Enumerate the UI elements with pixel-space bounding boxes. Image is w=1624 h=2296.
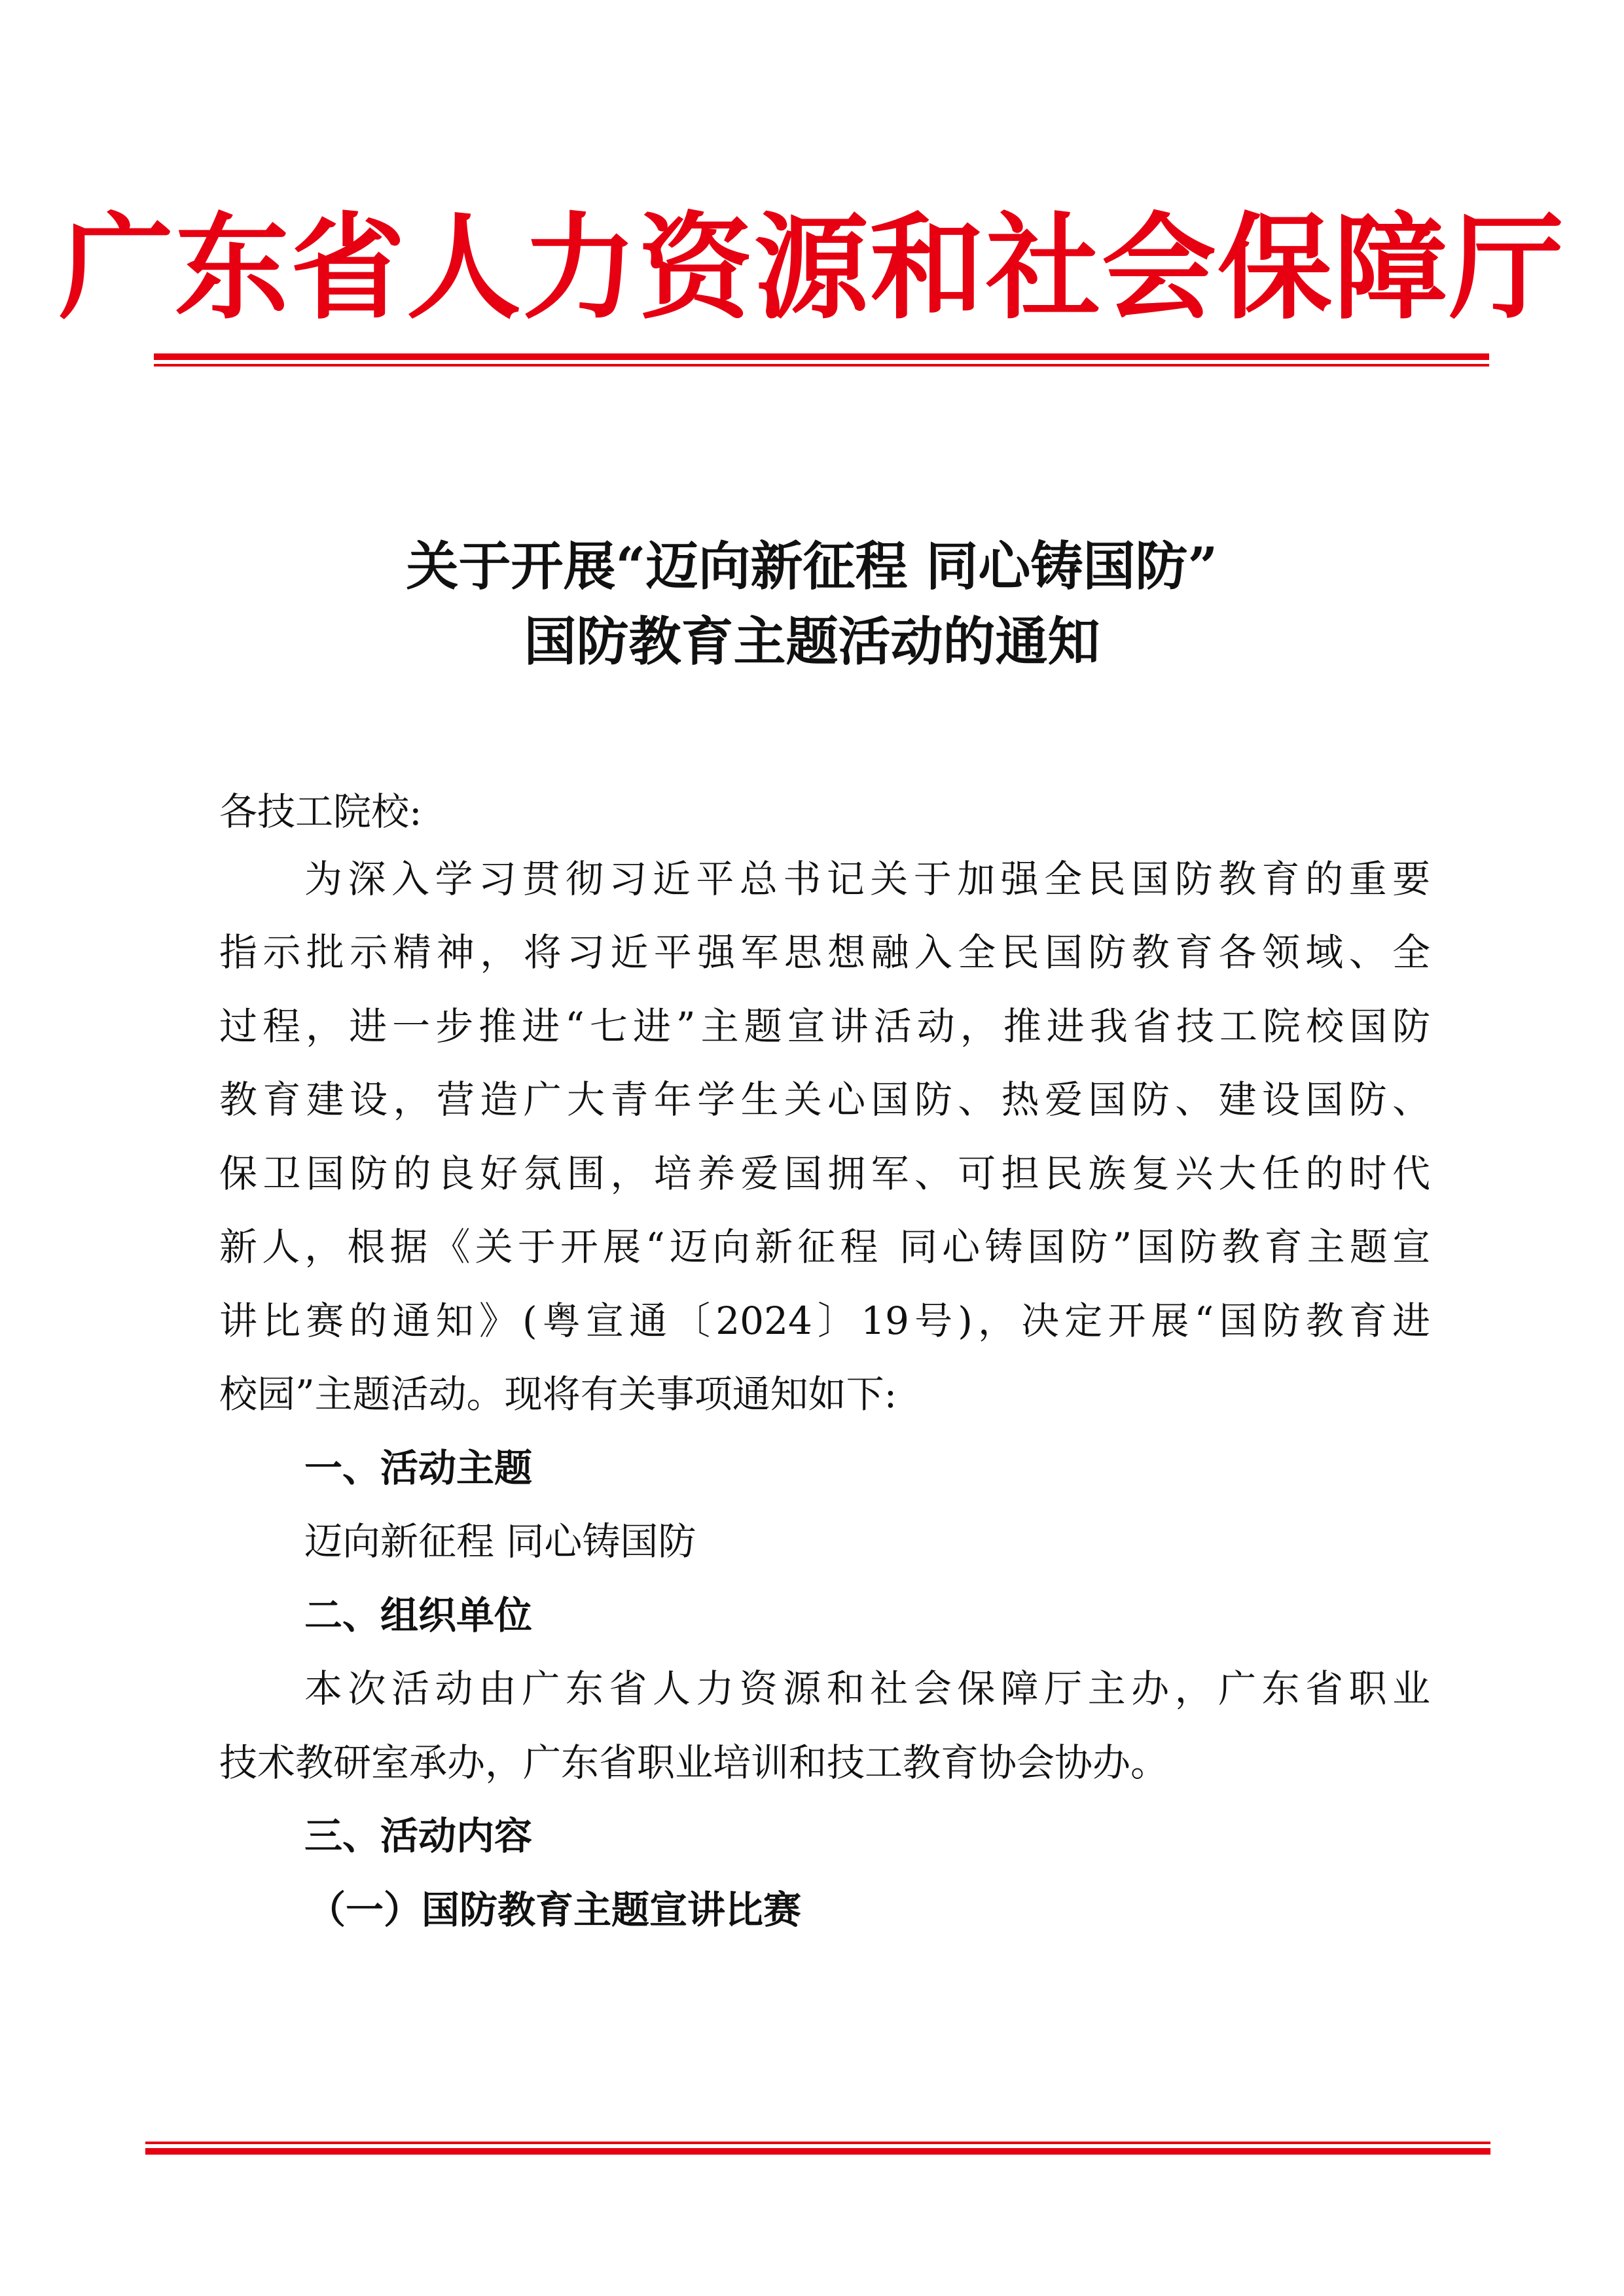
section-3-subheading: （一）国防教育主题宣讲比赛 (308, 1888, 802, 1932)
section-1-heading: 一、活动主题 (304, 1446, 533, 1490)
intro-line: 指示批示精神，将习近平强军思想融入全民国防教育各领域、全 (219, 930, 1430, 975)
document-title-line-1: 关于开展“迈向新征程 同心铸国防” (406, 535, 1218, 597)
salutation: 各技工院校: (219, 789, 422, 834)
issuing-organization-header: 广东省人力资源和社会保障厅 (59, 201, 1565, 335)
section-2-line: 技术教研室承办，广东省职业培训和技工教育协会协办。 (219, 1740, 1169, 1785)
footer-divider-thin (145, 2142, 1490, 2144)
intro-line: 校园”主题活动。现将有关事项通知如下: (219, 1372, 897, 1416)
header-divider-thick (154, 353, 1489, 360)
intro-line: 为深入学习贯彻习近平总书记关于加强全民国防教育的重要 (304, 857, 1430, 901)
intro-line: 讲比赛的通知》(粤宣通〔2024〕19号)，决定开展“国防教育进 (219, 1299, 1430, 1343)
section-1-text: 迈向新征程 同心铸国防 (304, 1519, 696, 1564)
document-title-line-2: 国防教育主题活动的通知 (524, 611, 1100, 672)
intro-line: 新人，根据《关于开展“迈向新征程 同心铸国防”国防教育主题宣 (219, 1225, 1430, 1269)
section-2-line: 本次活动由广东省人力资源和社会保障厅主办，广东省职业 (304, 1666, 1430, 1711)
intro-line: 教育建设，营造广大青年学生关心国防、热爱国防、建设国防、 (219, 1077, 1430, 1122)
intro-line: 保卫国防的良好氛围，培养爱国拥军、可担民族复兴大任的时代 (219, 1151, 1430, 1196)
footer-divider-thick (145, 2148, 1490, 2155)
section-3-heading: 三、活动内容 (304, 1814, 533, 1858)
intro-line: 过程，进一步推进“七进”主题宣讲活动，推进我省技工院校国防 (219, 1004, 1430, 1049)
section-2-heading: 二、组织单位 (304, 1593, 533, 1638)
header-divider-thin (154, 364, 1489, 367)
